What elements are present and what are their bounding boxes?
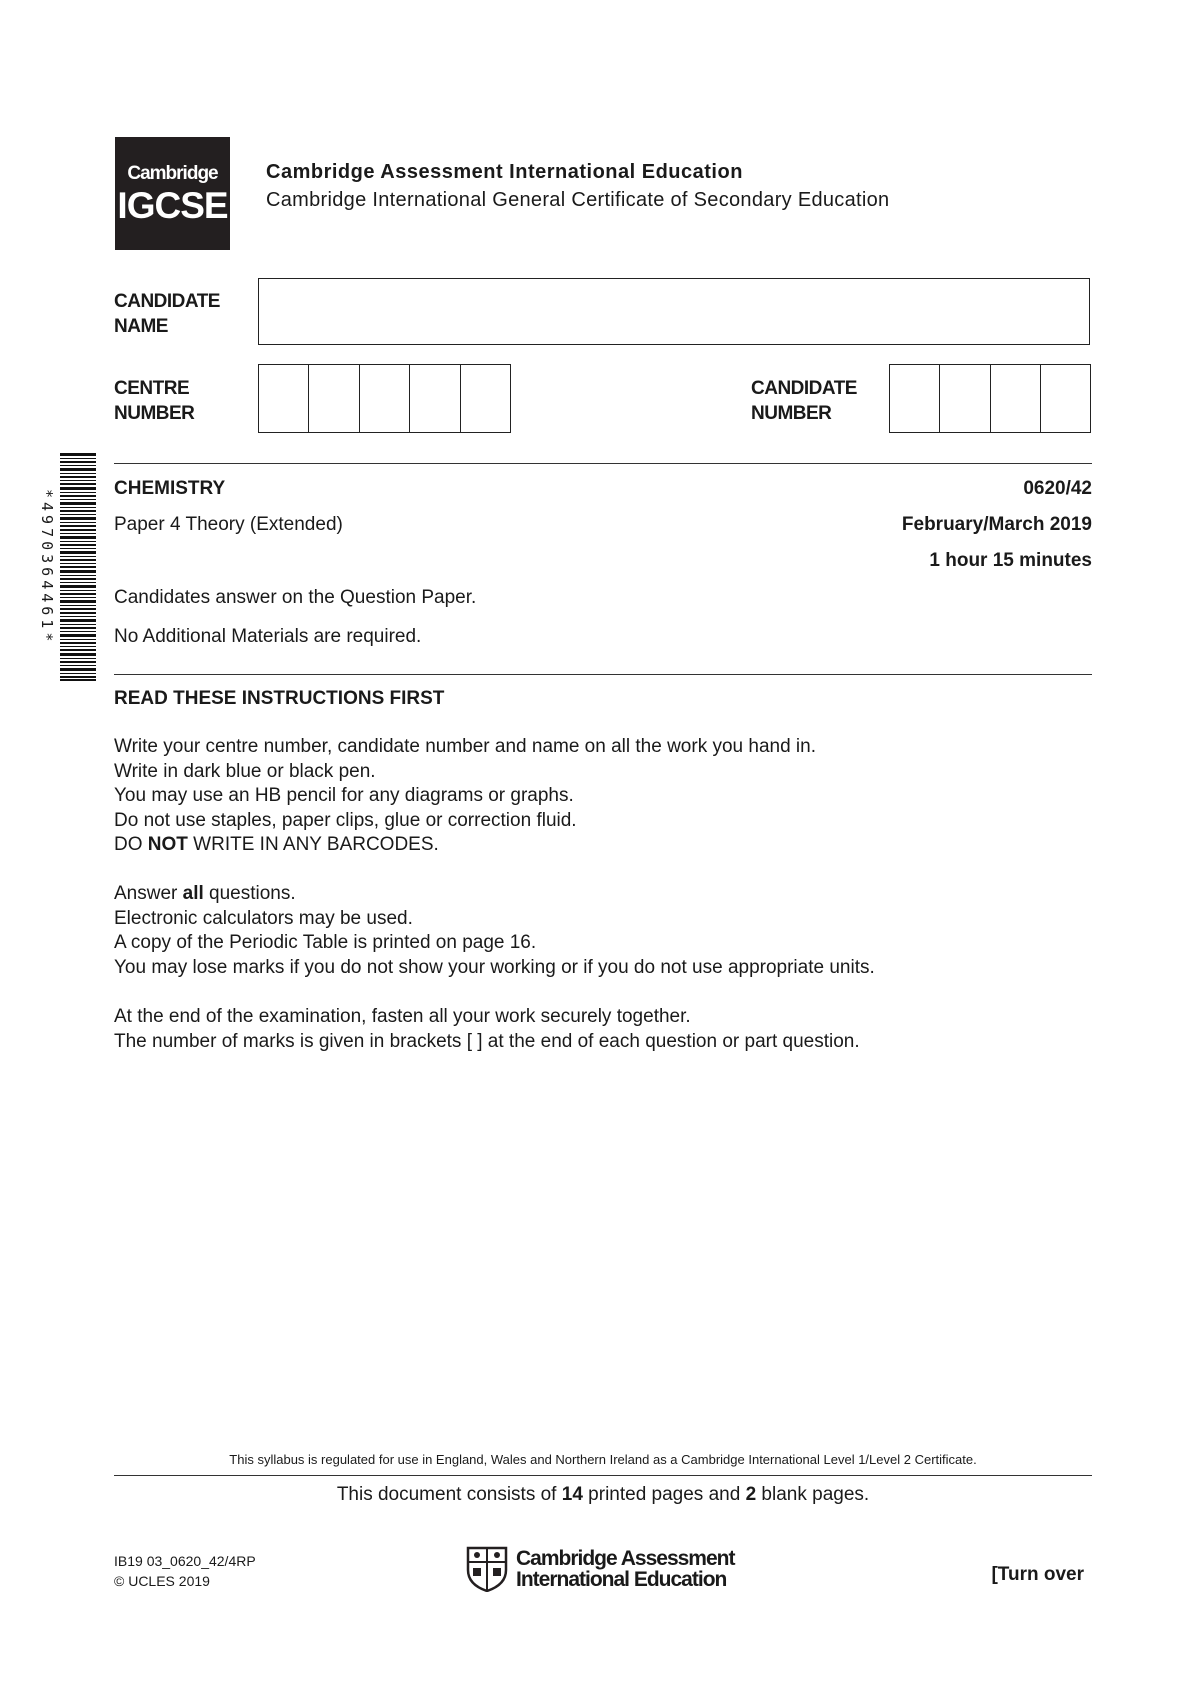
org-name: Cambridge Assessment International Education [266,161,743,183]
centre-number-cell[interactable] [308,365,358,432]
candidate-name-field[interactable] [258,278,1090,345]
instruction-line: You may lose marks if you do not show your working or if you do not use appropriate units. [114,956,875,978]
centre-number-boxes[interactable] [258,364,511,433]
instruction-line: Write your centre number, candidate number and name on all the work you hand in. [114,736,816,757]
centre-number-cell[interactable] [409,365,459,432]
candidate-number-label: CANDIDATE NUMBER [751,378,857,424]
instructions-block-1 [114,735,816,858]
shield-icon [466,1546,508,1592]
centre-number-cell[interactable] [359,365,409,432]
barcode-number: *4970364461* [38,488,56,646]
instruction-line: Answer all questions. [114,883,296,904]
instruction-line: Electronic calculators may be used. [114,907,413,929]
candidate-number-cell[interactable] [890,365,939,432]
centre-number-cell[interactable] [460,365,510,432]
instruction-line: DO NOT WRITE IN ANY BARCODES. [114,834,439,855]
centre-number-cell[interactable] [259,365,308,432]
divider-top [114,463,1092,464]
barcode [60,453,96,681]
centre-number-label: CENTRE NUMBER [114,378,195,424]
answer-note: Candidates answer on the Question Paper. [114,587,477,608]
page-count-note: This document consists of 14 printed pages and 2 blank pages. [336,1484,870,1505]
paper-title: Paper 4 Theory (Extended) [114,514,343,535]
exam-duration: 1 hour 15 minutes [929,550,1092,571]
turn-over: [Turn over [991,1564,1084,1585]
instructions-heading: READ THESE INSTRUCTIONS FIRST [114,688,445,709]
candidate-number-boxes[interactable] [889,364,1091,433]
candidate-number-cell[interactable] [1040,365,1090,432]
document-reference [114,1551,256,1591]
footer-divider [114,1475,1092,1476]
exam-session: February/March 2019 [901,514,1092,535]
paper-code: 0620/42 [1023,478,1092,499]
instruction-line: At the end of the examination, fasten all your work securely together. [114,1006,691,1027]
instruction-line: You may use an HB pencil for any diagrams or graphs. [114,785,574,806]
instruction-line: A copy of the Periodic Table is printed on page 16. [114,932,537,953]
candidate-number-cell[interactable] [939,365,989,432]
candidate-name-label: CANDIDATE NAME [114,291,220,337]
reference-code: IB19 03_0620_42/4RP [114,1553,256,1569]
logo-wordmark: Cambridge Assessment International Education [516,1547,735,1591]
logo-line1: Cambridge [127,162,218,184]
logo-line2: IGCSE [117,184,228,226]
qualification-name: Cambridge International General Certificate of Secondary Education [266,189,890,211]
materials-note: No Additional Materials are required. [114,626,422,647]
divider-bottom [114,674,1092,675]
candidate-number-cell[interactable] [990,365,1040,432]
igcse-logo [115,137,230,250]
instructions-block-2 [114,882,875,980]
instruction-line: Do not use staples, paper clips, glue or correction fluid. [114,809,577,831]
instructions-block-3 [114,1005,860,1054]
instruction-line: Write in dark blue or black pen. [114,760,376,782]
subject: CHEMISTRY [114,478,226,499]
syllabus-note: This syllabus is regulated for use in England, Wales and Northern Ireland as a Cambridge International Level 1/Level 2 Certificate. [229,1452,977,1467]
cambridge-assessment-logo [466,1546,734,1592]
instruction-line: The number of marks is given in brackets [ ] at the end of each question or part question. [114,1030,860,1052]
copyright: © UCLES 2019 [114,1573,210,1589]
